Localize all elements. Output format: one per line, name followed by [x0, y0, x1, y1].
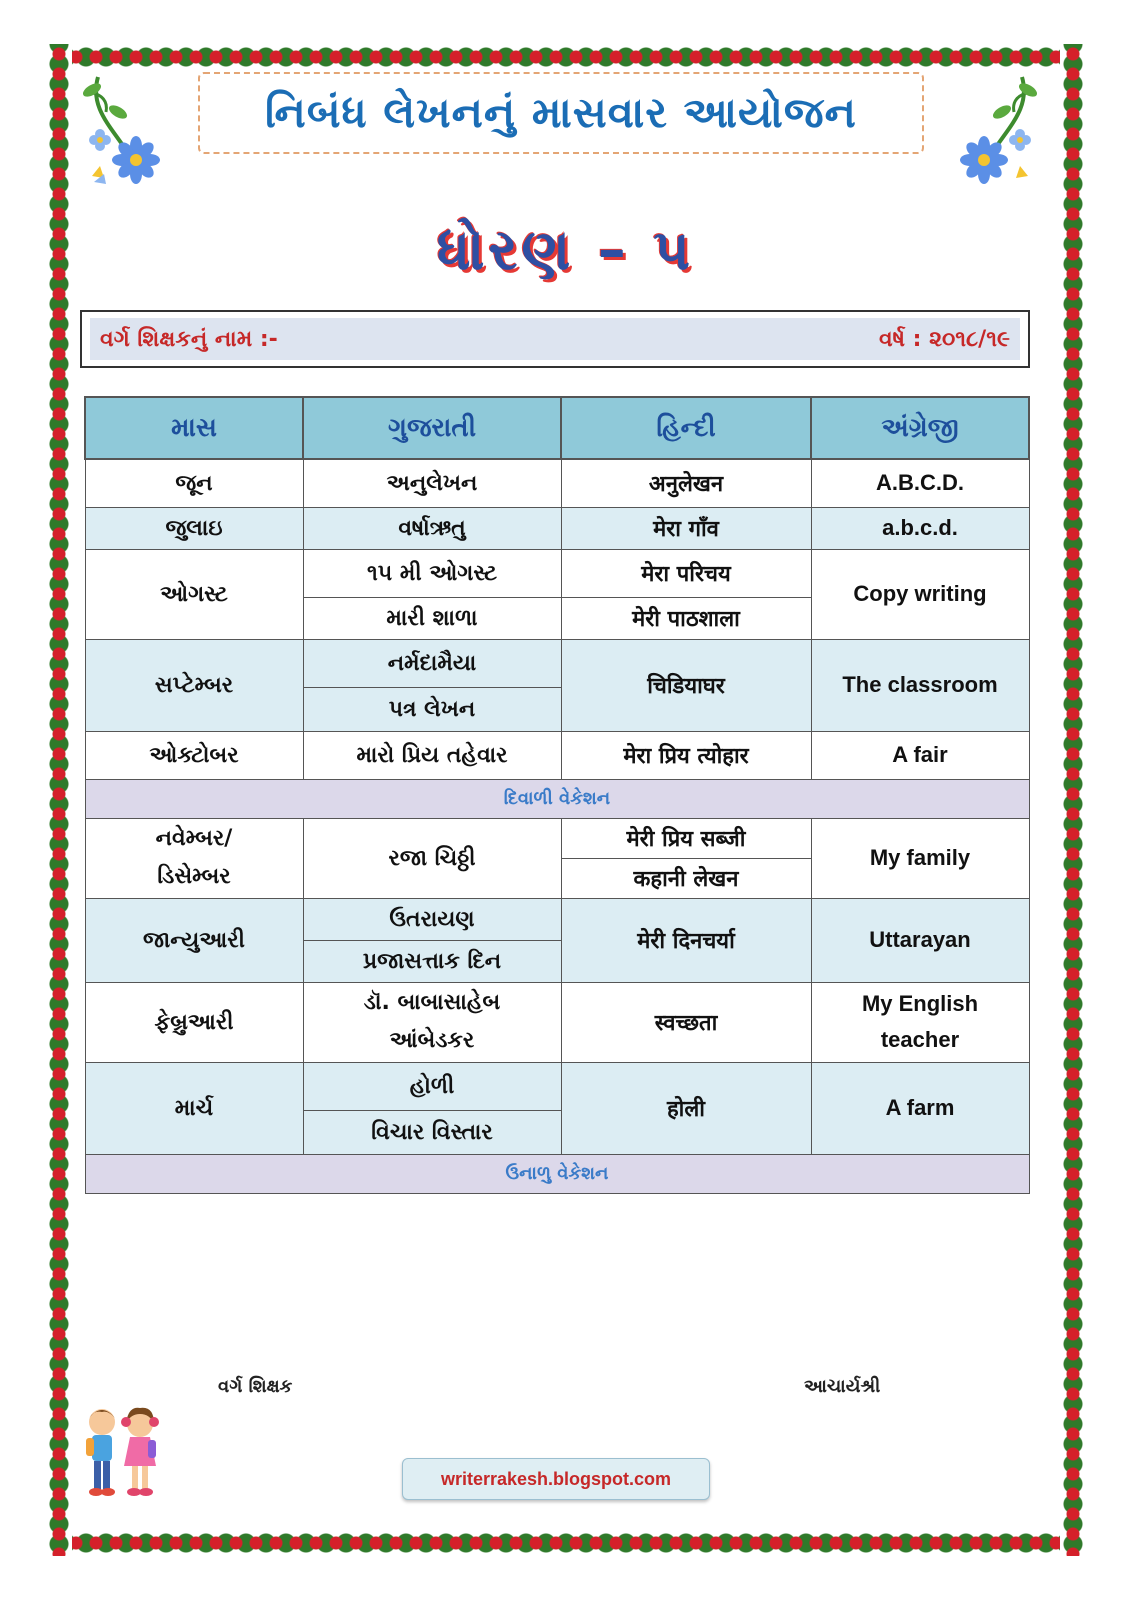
class-teacher-signature-label: વર્ગ શિક્ષક	[218, 1376, 293, 1397]
essay-plan-table	[84, 396, 1030, 1194]
gujarati-cell: મારો પ્રિય તહેવાર	[303, 731, 561, 779]
table-row	[85, 982, 1029, 1062]
month-cell: ઓગસ્ટ	[85, 549, 303, 639]
flower-icon	[78, 72, 168, 202]
table-row	[85, 1062, 1029, 1110]
kids-illustration-icon	[74, 1400, 170, 1504]
month-cell: ઓક્ટોબર	[85, 731, 303, 779]
hindi-cell: चिडियाघर	[561, 639, 811, 731]
month-cell: નવેમ્બર/ ડિસેમ્બર	[85, 818, 303, 898]
gujarati-cell: ઉતરાયણ	[303, 898, 561, 940]
english-cell: Copy writing	[811, 549, 1029, 639]
gujarati-cell: નર્મદામૈયા	[303, 639, 561, 687]
floral-border-bottom	[46, 1530, 1086, 1556]
header-month: માસ	[85, 397, 303, 459]
floral-border-top	[46, 44, 1086, 70]
academic-year: વર્ષ : ૨૦૧૮/૧૯	[879, 326, 1010, 352]
summer-vacation-label: ઉનાળુ વેકેશન	[85, 1154, 1029, 1193]
table-row	[85, 731, 1029, 779]
table-row	[85, 818, 1029, 858]
month-cell: માર્ચ	[85, 1062, 303, 1154]
header-hindi: હિન્દી	[561, 397, 811, 459]
header-gujarati: ગુજરાતી	[303, 397, 561, 459]
english-cell: A farm	[811, 1062, 1029, 1154]
month-cell: ફેબ્રુઆરી	[85, 982, 303, 1062]
english-cell: Uttarayan	[811, 898, 1029, 982]
month-cell: જૂન	[85, 459, 303, 507]
hindi-cell: कहानी लेखन	[561, 858, 811, 898]
month-cell: જાન્યુઆરી	[85, 898, 303, 982]
gujarati-cell: રજા ચિઠ્ઠી	[303, 818, 561, 898]
month-cell: સપ્ટેમ્બર	[85, 639, 303, 731]
hindi-cell: स्वच्छता	[561, 982, 811, 1062]
english-cell: My English teacher	[811, 982, 1029, 1062]
flower-icon	[952, 72, 1042, 202]
teacher-info-bar	[80, 310, 1030, 368]
english-cell: My family	[811, 818, 1029, 898]
website-link[interactable]: writerrakesh.blogspot.com	[402, 1458, 710, 1500]
table-header-row	[85, 397, 1029, 459]
teacher-name-label: વર્ગ શિક્ષકનું નામ :-	[100, 326, 278, 352]
table-row	[85, 549, 1029, 597]
gujarati-cell: હોળી	[303, 1062, 561, 1110]
english-cell: The classroom	[811, 639, 1029, 731]
vacation-row	[85, 779, 1029, 818]
principal-signature-label: આચાર્યશ્રી	[804, 1376, 881, 1397]
diwali-vacation-label: દિવાળી વેકેશન	[85, 779, 1029, 818]
english-cell: a.b.c.d.	[811, 507, 1029, 549]
header-english: અંગ્રેજી	[811, 397, 1029, 459]
gujarati-cell: વિચાર વિસ્તાર	[303, 1110, 561, 1154]
gujarati-cell: મારી શાળા	[303, 597, 561, 639]
hindi-cell: मेरा गाँव	[561, 507, 811, 549]
title-box	[198, 72, 924, 154]
gujarati-cell: પત્ર લેખન	[303, 687, 561, 731]
hindi-cell: मेरा परिचय	[561, 549, 811, 597]
grade-heading: ધોરણ – ૫	[436, 218, 695, 283]
english-cell: A fair	[811, 731, 1029, 779]
table-row	[85, 898, 1029, 940]
english-cell: A.B.C.D.	[811, 459, 1029, 507]
table-row	[85, 639, 1029, 687]
hindi-cell: मेरी प्रिय सब्जी	[561, 818, 811, 858]
hindi-cell: मेरा प्रिय त्योहार	[561, 731, 811, 779]
hindi-cell: मेरी पाठशाला	[561, 597, 811, 639]
gujarati-cell: વર્ષાઋતુ	[303, 507, 561, 549]
gujarati-cell: પ્રજાસત્તાક દિન	[303, 940, 561, 982]
hindi-cell: अनुलेखन	[561, 459, 811, 507]
gujarati-cell: ડૉ. બાબાસાહેબ આંબેડકર	[303, 982, 561, 1062]
table-row	[85, 507, 1029, 549]
gujarati-cell: ૧૫ મી ઓગસ્ટ	[303, 549, 561, 597]
vacation-row	[85, 1154, 1029, 1193]
hindi-cell: मेरी दिनचर्या	[561, 898, 811, 982]
table-row	[85, 459, 1029, 507]
page-title: નિબંધ લેખનનું માસવાર આયોજન	[265, 88, 857, 137]
month-cell: જુલાઇ	[85, 507, 303, 549]
hindi-cell: होली	[561, 1062, 811, 1154]
gujarati-cell: અનુલેખન	[303, 459, 561, 507]
